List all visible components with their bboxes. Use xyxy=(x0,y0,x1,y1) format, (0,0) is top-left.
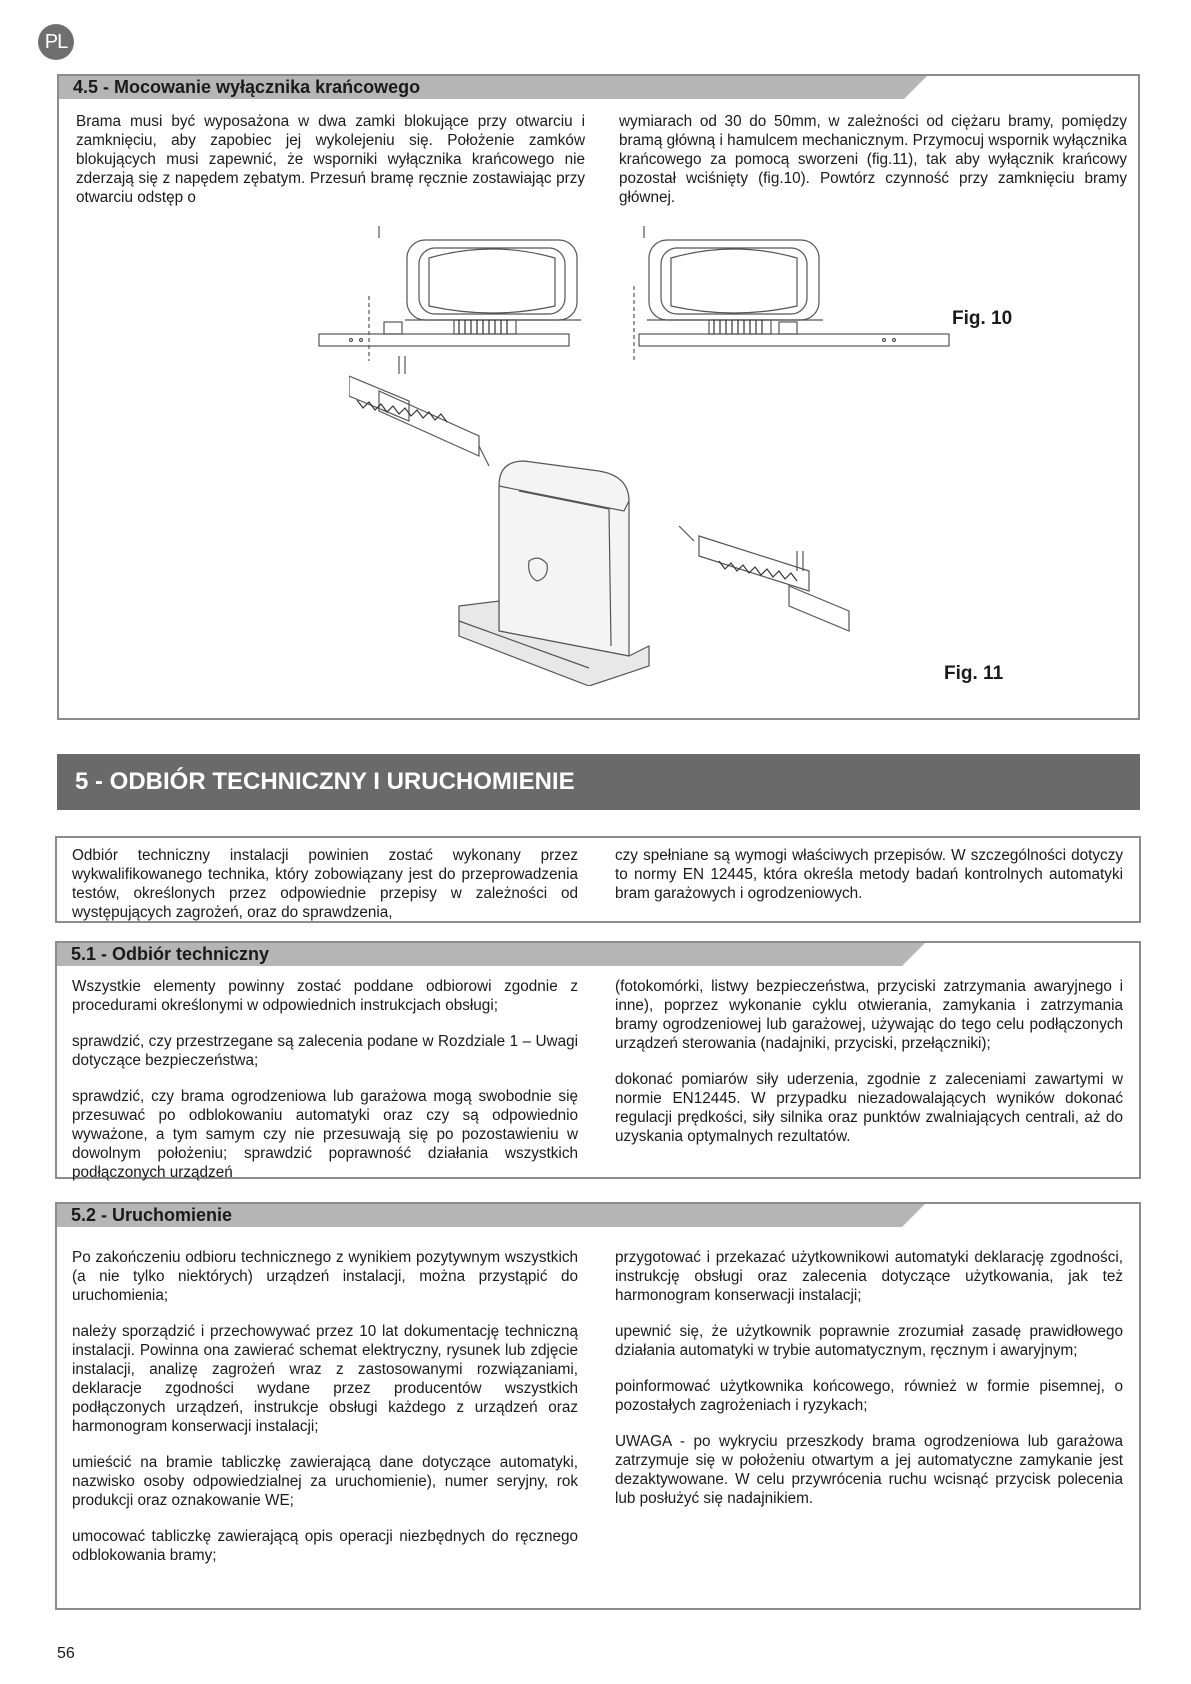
section-5-col1-text: Odbiór techniczny instalacji powinien zostać wykonany przez wykwalifikowanego technika, który zobowiązany jest do przeprowadzenia testów, określonych przez odpowiednie przepisy w zależności od występujących zagrożeń, oraz do sprawdzenia, xyxy=(72,847,578,921)
section-5-1-col2 xyxy=(615,977,1123,1146)
section-4-5-col2-text: wymiarach od 30 do 50mm, w zależności od ciężaru bramy, pomiędzy bramą główną i hamulcem mechanicznym. Przymocuj wspornik wyłącznika krańcowego za pomocą sworzeni (fig.11), tak aby wyłącznik krańcowy pozostał wciśnięty (fig.10). Powtórz czynność przy zamknięciu bramy głównej. xyxy=(619,113,1127,206)
section-5-1-col1 xyxy=(72,977,578,1182)
section-5-2-col2-p4: UWAGA - po wykryciu przeszkody brama ogrodzeniowa lub garażowa zatrzymuje się w położeniu otwartym a jej automatyczne zamykanie jest dezaktywowane. W celu przywrócenia ruchu wcisnąć przycisk polecenia lub posłużyć się nadajnikiem. xyxy=(615,1433,1123,1507)
section-5-2-col2-p3: poinformować użytkownika końcowego, również w formie pisemnej, o pozostałych zagrożeniach i ryzykach; xyxy=(615,1378,1123,1414)
section-5-2-col2-p2: upewnić się, że użytkownik poprawnie zrozumiał zasadę prawidłowego działania automatyki w trybie automatycznym, ręcznym i awaryjnym; xyxy=(615,1323,1123,1359)
section-5-2-title: 5.2 - Uruchomienie xyxy=(71,1205,233,1225)
section-5-1-col1-p2: sprawdzić, czy przestrzegane są zalecenia podane w Rozdziale 1 – Uwagi dotyczące bezpieczeństwa; xyxy=(72,1033,578,1069)
section-5-1-col2-p2: dokonać pomiarów siły uderzenia, zgodnie z zaleceniami zawartymi w normie EN12445. W przypadku niezadowalających wyników dokonać regulacji prędkości, siły silnika oraz punktów zwalniających centrali, aż do uzyskania optymalnych rezultatów. xyxy=(615,1071,1123,1145)
section-4-5-box xyxy=(57,74,1140,720)
section-5-1-col2-p1: (fotokomórki, listwy bezpieczeństwa, przyciski zatrzymania awaryjnego i inne), poprzez wykonanie cyklu otwierania, zamykania i zatrzymania bramy ogrodzeniowej lub garażowej, używając do tego celu podłączonych urządzeń sterowania (nadajniki, przyciski, przełączniki); xyxy=(615,978,1123,1052)
section-4-5-col1-text: Brama musi być wyposażona w dwa zamki blokujące przy otwarciu i zamknięciu, aby zapobiec jej wykolejeniu się. Położenie zamków blokujących musi zapewnić, że wsporniki wyłącznika krańcowego nie zderzają się z napędem zębatym. Przesuń bramę ręcznie zostawiając przy otwarciu odstęp o xyxy=(76,113,585,206)
section-5-1-col1-p3: sprawdzić, czy brama ogrodzeniowa lub garażowa mogą swobodnie się przesuwać po odblokowaniu automatyki oraz czy są odpowiednio wyważone, a tym samym czy nie przesuwają się po pozostawieniu w dowolnym położeniu; sprawdzić poprawność działania wszystkich podłączonych urządzeń xyxy=(72,1088,578,1181)
section-5-2-col1-p2: należy sporządzić i przechowywać przez 10 lat dokumentację techniczną instalacji. Powinna ona zawierać schemat elektryczny, rysunek lub zdjęcie instalacji, analizę zagrożeń wraz z zastosowanymi rozwiązaniami, deklaracje zgodności wydane przez producentów wszystkich podłączonych urządzeń, instrukcje obsługi każdego z urządzeń oraz harmonogram konserwacji instalacji; xyxy=(72,1323,578,1435)
section-5-2-col2-p1: przygotować i przekazać użytkownikowi automatyki deklarację zgodności, instrukcję obsługi oraz zalecenia dotyczące użytkowania, jak też harmonogram konserwacji instalacji; xyxy=(615,1249,1123,1304)
section-5-col2-text: czy spełniane są wymogi właściwych przepisów. W szczególności dotyczy to normy EN 12445, która określa metody badań kontrolnych automatyki bram garażowych i ogrodzeniowych. xyxy=(615,847,1123,902)
language-badge: PL xyxy=(38,24,74,60)
section-5-2-col1 xyxy=(72,1248,578,1565)
section-5-1-col1-p1: Wszystkie elementy powinny zostać poddane odbiorowi zgodnie z procedurami określonymi w odpowiednich instrukcjach obsługi; xyxy=(72,978,578,1014)
section-5-1-box xyxy=(55,941,1141,1179)
section-4-5-col1 xyxy=(76,112,585,207)
fig11-label: Fig. 11 xyxy=(944,663,1004,684)
section-5-1-title: 5.1 - Odbiór techniczny xyxy=(71,944,270,964)
fig11-drawing xyxy=(349,356,909,686)
section-5-col1 xyxy=(72,846,578,922)
fig10-label: Fig. 10 xyxy=(952,308,1013,329)
section-5-col2 xyxy=(615,846,1123,903)
section-5-2-col1-p1: Po zakończeniu odbioru technicznego z wynikiem pozytywnym wszystkich (a nie tylko niektórych) urządzeń instalacji, można przystąpić do uruchomienia; xyxy=(72,1249,578,1304)
section-5-2-col1-p4: umocować tabliczkę zawierającą opis operacji niezbędnych do ręcznego odblokowania bramy; xyxy=(72,1528,578,1564)
section-5-2-col2 xyxy=(615,1248,1123,1508)
section-5-intro-box xyxy=(55,836,1141,923)
section-5-banner: 5 - ODBIÓR TECHNICZNY I URUCHOMIENIE xyxy=(57,754,1140,810)
section-5-2-col1-p3: umieścić na bramie tabliczkę zawierającą dane dotyczące automatyki, nazwisko osoby odpowiedzialnej za uruchomienie), numer seryjny, rok produkcji oraz oznakowanie WE; xyxy=(72,1454,578,1509)
page-number: 56 xyxy=(57,1645,75,1662)
section-4-5-col2 xyxy=(619,112,1127,207)
section-4-5-title: 4.5 - Mocowanie wyłącznika krańcowego xyxy=(73,77,421,97)
section-5-2-box xyxy=(55,1202,1141,1610)
